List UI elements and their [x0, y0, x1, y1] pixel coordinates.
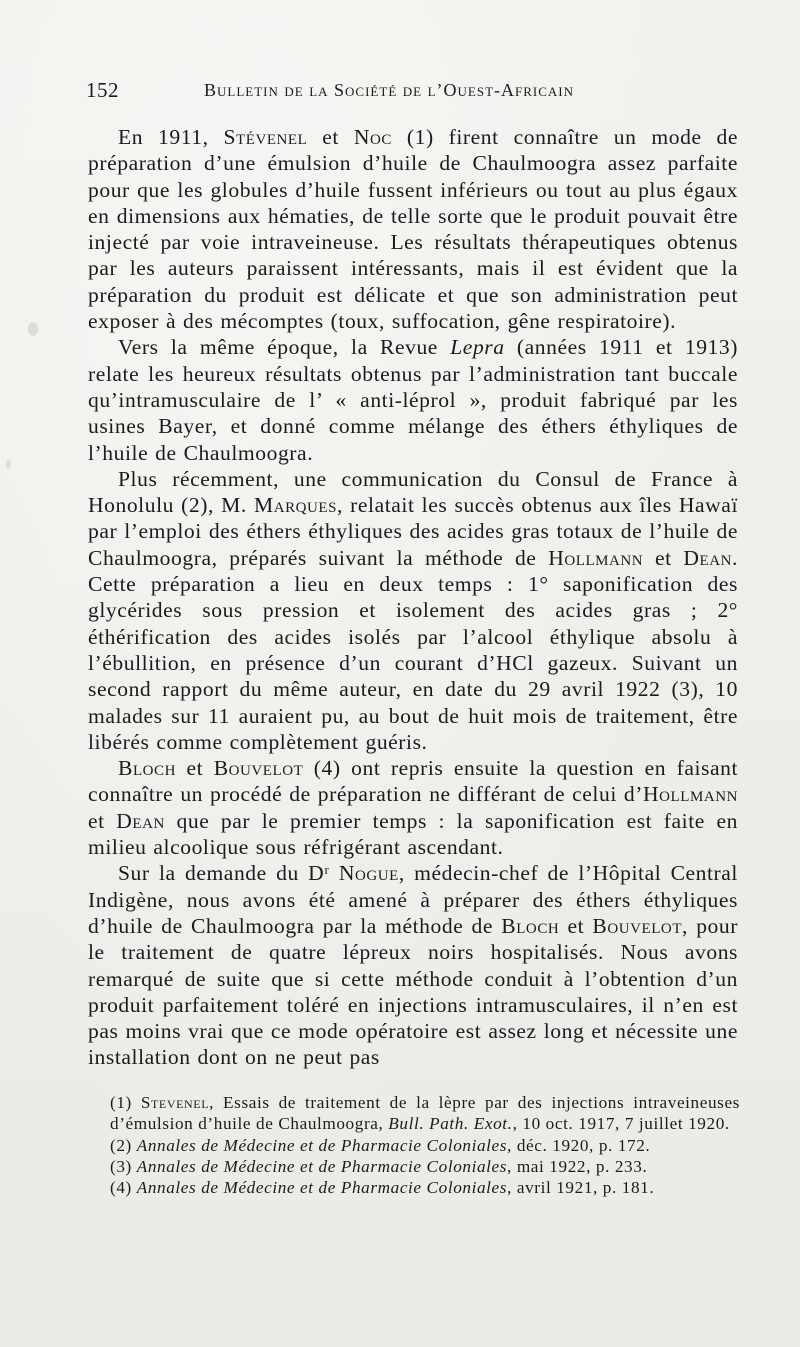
paper-stain — [28, 322, 38, 336]
paragraph — [88, 334, 738, 465]
text-run: et — [88, 808, 117, 833]
author-name: Bouvelot — [213, 756, 304, 781]
text-run: , déc. 1920, p. 172. — [507, 1135, 651, 1155]
footnotes — [110, 1092, 740, 1198]
text-run: que par le premier temps : la saponification est faite en milieu alcoolique sous réfrigérant ascendant. — [88, 808, 738, 860]
author-name: Stévenel — [223, 125, 308, 149]
author-name: Bloch — [501, 913, 560, 938]
text-run: Sur la demande du Dʳ — [118, 861, 339, 886]
text-run: et — [176, 756, 214, 781]
author-name: Noc — [353, 125, 392, 149]
journal-title: Annales de Médecine et de Pharmacie Coloniales — [136, 1156, 508, 1176]
paragraph — [88, 860, 738, 1070]
text-run: , Essais de traitement de la lèpre par des injections intraveineuses d’émulsion d’huile de Chaulmoogra, — [110, 1093, 740, 1134]
author-name: Dean — [116, 808, 165, 833]
text-run: (années 1911 et 1913) relate les heureux résultats obtenus par l’administration tant buccale qu’intramusculaire de l’ « anti-léprol », produit fabriqué par les usines Bayer, et donné comme mélange des éthers éthyliques de l’huile de Chaulmoogra. — [88, 335, 738, 465]
journal-title: Annales de Médecine et de Pharmacie Coloniales — [136, 1135, 508, 1155]
footnote-marker: (4) — [110, 1178, 137, 1198]
author-name: Stevenel — [140, 1093, 210, 1112]
text-run: , 10 oct. 1917, 7 juillet 1920. — [512, 1114, 730, 1134]
text-run: . Cette préparation a lieu en deux temps : 1° saponification des glycérides sous pression et isolement des acides gras ; 2° éthérification des acides isolés par l’alcool éthylique absolu à l’ébullition, en présence d’un courant d’HCl gazeux. Suivant un second rapport du même auteur, en date du 29 avril 1922 (3), 10 malades sur 11 auraient pu, au bout de huit mois de traitement, être libérés comme complètement guéris. — [88, 545, 738, 754]
text-run: En 1911, — [118, 125, 224, 149]
author-name: Hollmann — [643, 782, 738, 807]
running-head: Bulletin de la Société de l’Ouest-Africain — [204, 80, 575, 100]
page-number: 152 — [86, 78, 119, 102]
paragraph — [88, 124, 738, 334]
footnote-marker: (1) — [110, 1093, 141, 1112]
text-run: et — [307, 125, 354, 149]
author-name: Marques — [253, 493, 338, 518]
author-name: Dean — [683, 545, 733, 570]
footnote — [110, 1156, 740, 1177]
text-run: , pour le traitement de quatre lépreux noirs hospitalisés. Nous avons remarqué de suite que si cette méthode conduit à l’obtention d’un produit parfaitement toléré en injections intramusculaires, il n’en est pas moins vrai que ce mode opératoire est assez long et nécessite une installation dont on ne peut pas — [88, 913, 738, 1070]
text-run: Vers la même époque, la Revue — [118, 335, 451, 360]
body-text — [88, 124, 738, 1071]
text-run: (4) ont repris ensuite la question en faisant connaître un procédé de préparation ne différant de celui d’ — [88, 756, 738, 807]
footnote — [110, 1135, 740, 1156]
author-name: Nogue — [338, 861, 399, 886]
journal-title: Bull. Path. Exot. — [388, 1114, 513, 1134]
text-run: , relatait les succès obtenus aux îles Hawaï par l’emploi des éthers éthyliques des acides gras totaux de l’huile de Chaulmoogra, préparés suivant la méthode de — [88, 493, 738, 570]
text-run: et — [559, 913, 593, 938]
paragraph — [88, 466, 738, 755]
text-run: , médecin-chef de l’Hôpital Central Indigène, nous avons été amené à préparer des éthers éthyliques d’huile de Chaulmoogra par la méthode de — [88, 861, 738, 938]
text-run: Plus récemment, une communication du Consul de France à Honolulu (2), M. — [88, 466, 738, 518]
text-run: , avril 1921, p. 181. — [507, 1178, 655, 1198]
text-run: et — [643, 545, 684, 570]
journal-title: Annales de Médecine et de Pharmacie Coloniales — [136, 1178, 508, 1198]
author-name: Bloch — [118, 756, 176, 781]
text-run: (1) firent connaître un mode de préparation d’une émulsion d’huile de Chaulmoogra assez parfaite pour que les globules d’huile fussent inférieurs ou tout au plus égaux en dimensions aux hématies, de telle sorte que le produit pouvait être injecté par voie intraveineuse. Les résultats thérapeutiques obtenus par les auteurs paraissent intéressants, mais il est évident que la préparation du produit est délicate et que son administration peut exposer à des mécomptes (toux, suffocation, gêne respiratoire). — [88, 125, 738, 334]
journal-title: Lepra — [450, 335, 505, 360]
page-header — [86, 78, 740, 104]
footnote — [110, 1177, 740, 1198]
text-run: , mai 1922, p. 233. — [507, 1156, 648, 1176]
footnote-marker: (3) — [110, 1156, 137, 1176]
footnote-marker: (2) — [110, 1135, 137, 1155]
paragraph — [88, 755, 738, 860]
paper-stain — [6, 460, 11, 469]
author-name: Hollmann — [548, 545, 644, 570]
footnote — [110, 1092, 740, 1135]
author-name: Bouvelot — [592, 913, 683, 938]
